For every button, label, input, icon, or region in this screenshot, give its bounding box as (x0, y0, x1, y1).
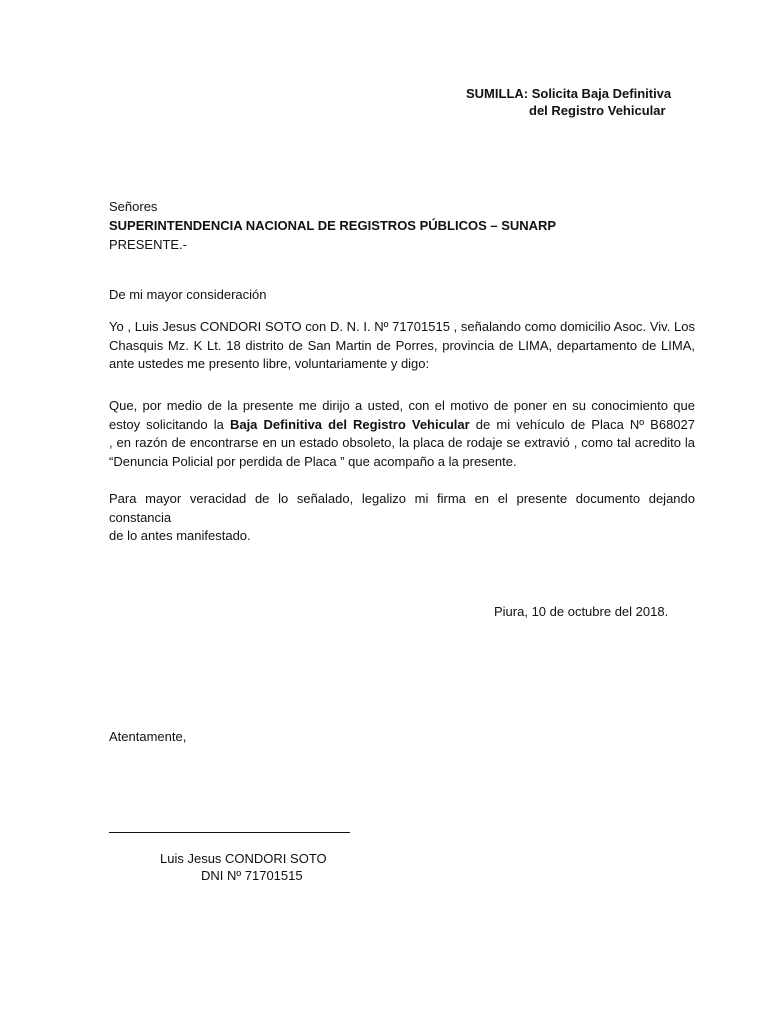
sumilla-line-2: del Registro Vehicular (529, 103, 666, 118)
signature-line (109, 832, 350, 833)
paragraph-legalization (109, 490, 695, 546)
paragraph-bold-text: Baja Definitiva del Registro Vehicular (229, 416, 470, 432)
paragraph-request (109, 397, 695, 471)
addressee-presente: PRESENTE.- (109, 237, 188, 252)
paragraph-line: Que, por medio de la presente me dirijo a usted, con el motivo de poner en su conocimiento que (109, 398, 695, 413)
paragraph-line: ante ustedes me presento libre, voluntariamente y digo: (109, 356, 430, 371)
place-date: Piura, 10 de octubre del 2018. (494, 604, 669, 619)
paragraph-text: estoy solicitando la (109, 416, 230, 432)
paragraph-line: de lo antes manifestado. (109, 528, 251, 543)
paragraph-line: Chasquis Mz. K Lt. 18 distrito de San Martin de Porres, provincia de LIMA, departamento de LIMA, (109, 337, 695, 353)
salutation: De mi mayor consideración (109, 287, 267, 302)
signature-name: Luis Jesus CONDORI SOTO (160, 851, 327, 866)
sumilla-line-1: SUMILLA: Solicita Baja Definitiva (466, 86, 672, 101)
addressee-institution: SUPERINTENDENCIA NACIONAL DE REGISTROS PÚBLICOS – SUNARP (109, 218, 557, 233)
paragraph-text: de mi vehículo de Placa Nº B68027 (469, 416, 695, 432)
paragraph-line: Yo , Luis Jesus CONDORI SOTO con D. N. I. Nº 71701515 , señalando como domicilio Asoc. Viv. Los (109, 319, 695, 334)
paragraph-line (109, 416, 695, 435)
paragraph-identification (109, 318, 695, 374)
addressee-greeting: Señores (109, 199, 158, 214)
closing: Atentamente, (109, 729, 187, 744)
signature-dni: DNI Nº 71701515 (201, 868, 303, 883)
paragraph-line: Para mayor veracidad de lo señalado, legalizo mi firma en el presente documento dejando constancia (109, 491, 695, 525)
paragraph-line: “Denuncia Policial por perdida de Placa ” que acompaño a la presente. (109, 453, 517, 469)
paragraph-line: , en razón de encontrarse en un estado obsoleto, la placa de rodaje se extravió , como tal acredito la (109, 435, 695, 450)
